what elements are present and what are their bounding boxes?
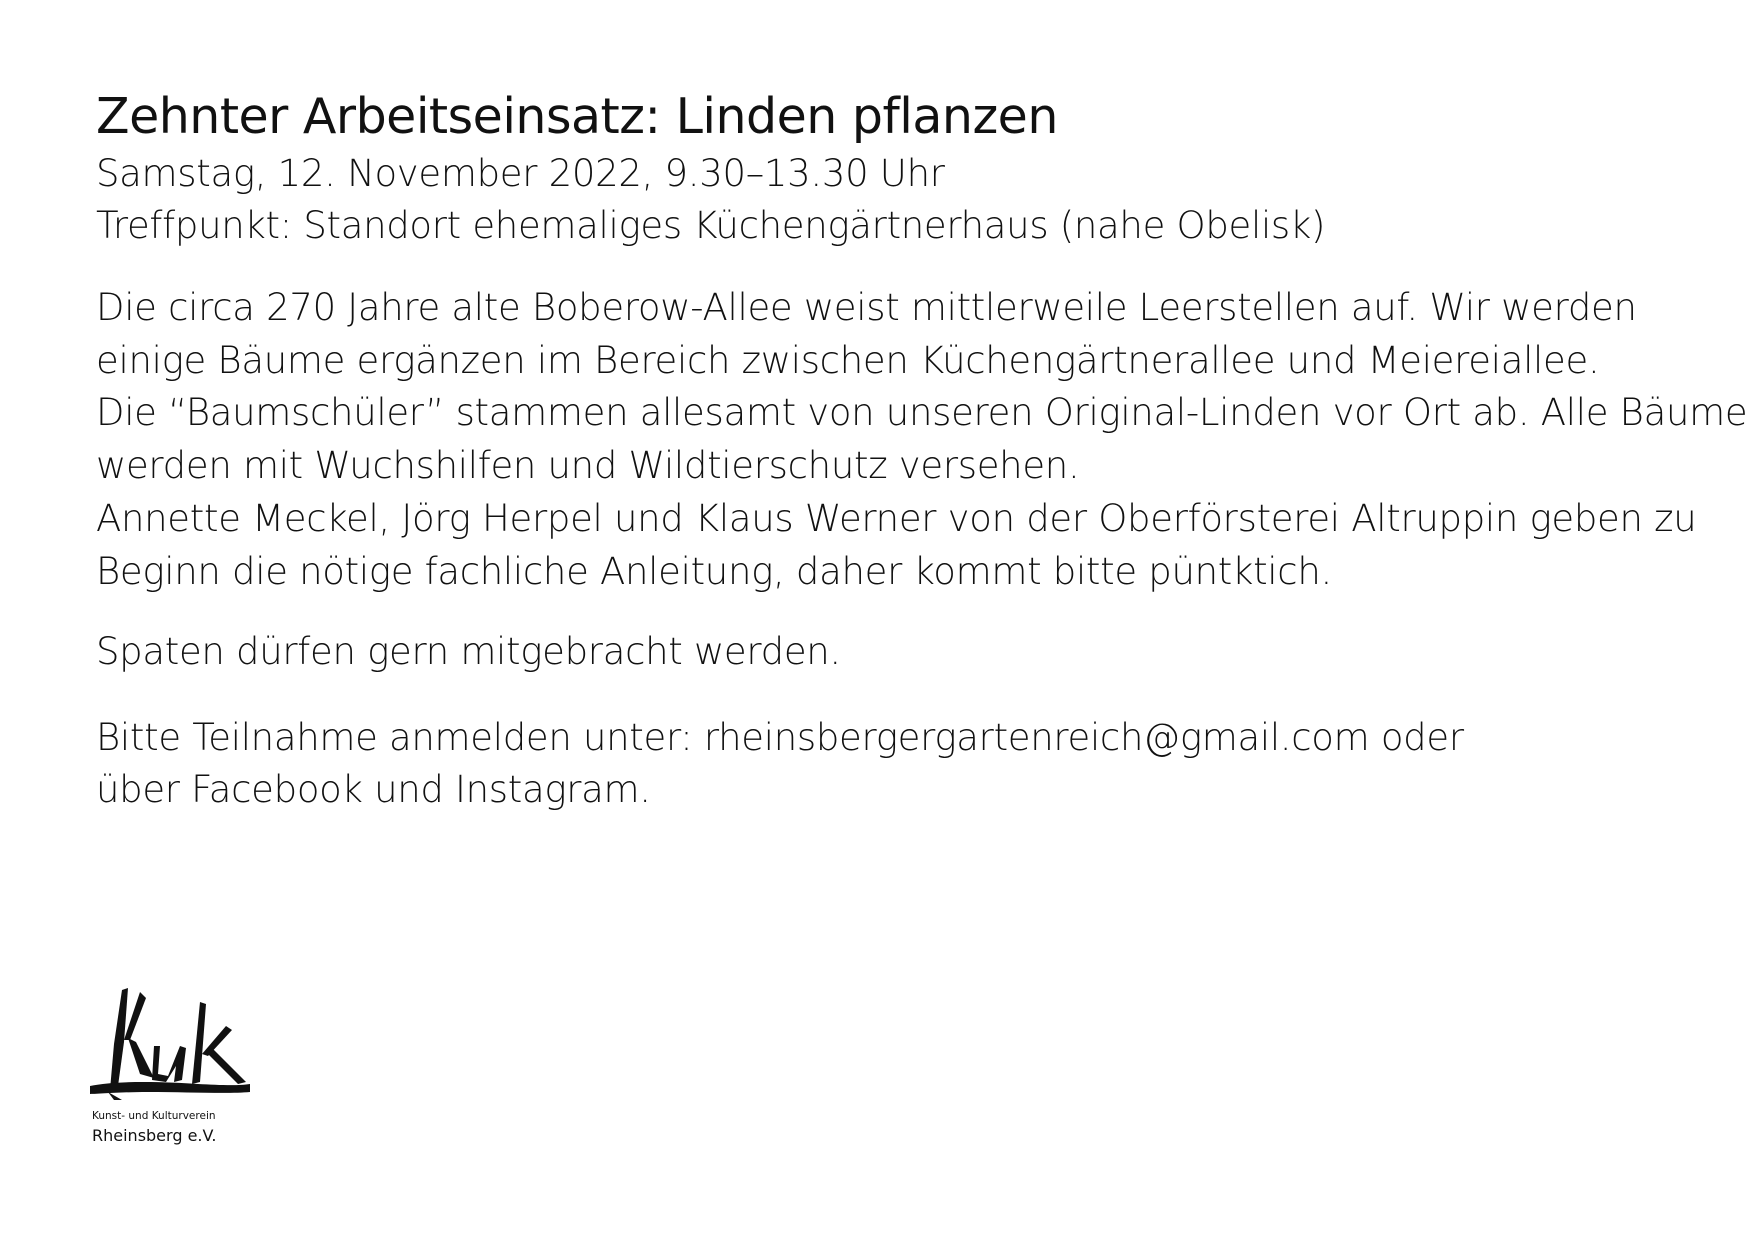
paragraph-line: werden mit Wuchshilfen und Wildtierschutz versehen. xyxy=(96,444,1080,488)
paragraph-line: Annette Meckel, Jörg Herpel und Klaus Werner von der Oberförsterei Altruppin geben zu xyxy=(96,496,1697,540)
event-date: Samstag, 12. November 2022, 9.30–13.30 Uhr xyxy=(96,152,945,195)
paragraph-line: Spaten dürfen gern mitgebracht werden. xyxy=(96,630,841,674)
flyer-content xyxy=(96,86,1748,816)
paragraph-line: einige Bäume ergänzen im Bereich zwischen Küchengärtnerallee und Meiereiallee. xyxy=(96,338,1600,382)
paragraph-line: Die “Baumschüler” stammen allesamt von unseren Original-Linden vor Ort ab. Alle Bäume xyxy=(96,391,1748,435)
paragraph-line: Beginn die nötige fachliche Anleitung, daher kommt bitte püntktich. xyxy=(96,549,1332,593)
meeting-point: Treffpunkt: Standort ehemaliges Küchengärtnerhaus (nahe Obelisk) xyxy=(96,204,1326,247)
registration-paragraph xyxy=(96,712,1696,816)
logo-city-line: Rheinsberg e.V. xyxy=(92,1126,217,1145)
kuk-logo-mark xyxy=(88,982,258,1112)
kuk-logo xyxy=(88,982,268,1152)
paragraph-line: Die circa 270 Jahre alte Boberow-Allee weist mittlerweile Leerstellen auf. Wir werden xyxy=(96,286,1637,329)
description-paragraph xyxy=(96,282,1748,598)
logo-organization-line: Kunst- und Kulturverein xyxy=(92,1110,216,1122)
page-title: Zehnter Arbeitseinsatz: Linden pflanzen xyxy=(96,88,1058,145)
tools-paragraph xyxy=(96,626,1696,678)
paragraph-line: über Facebook und Instagram. xyxy=(96,768,651,812)
paragraph-line: Bitte Teilnahme anmelden unter: rheinsbergergartenreich@gmail.com oder xyxy=(96,716,1464,760)
